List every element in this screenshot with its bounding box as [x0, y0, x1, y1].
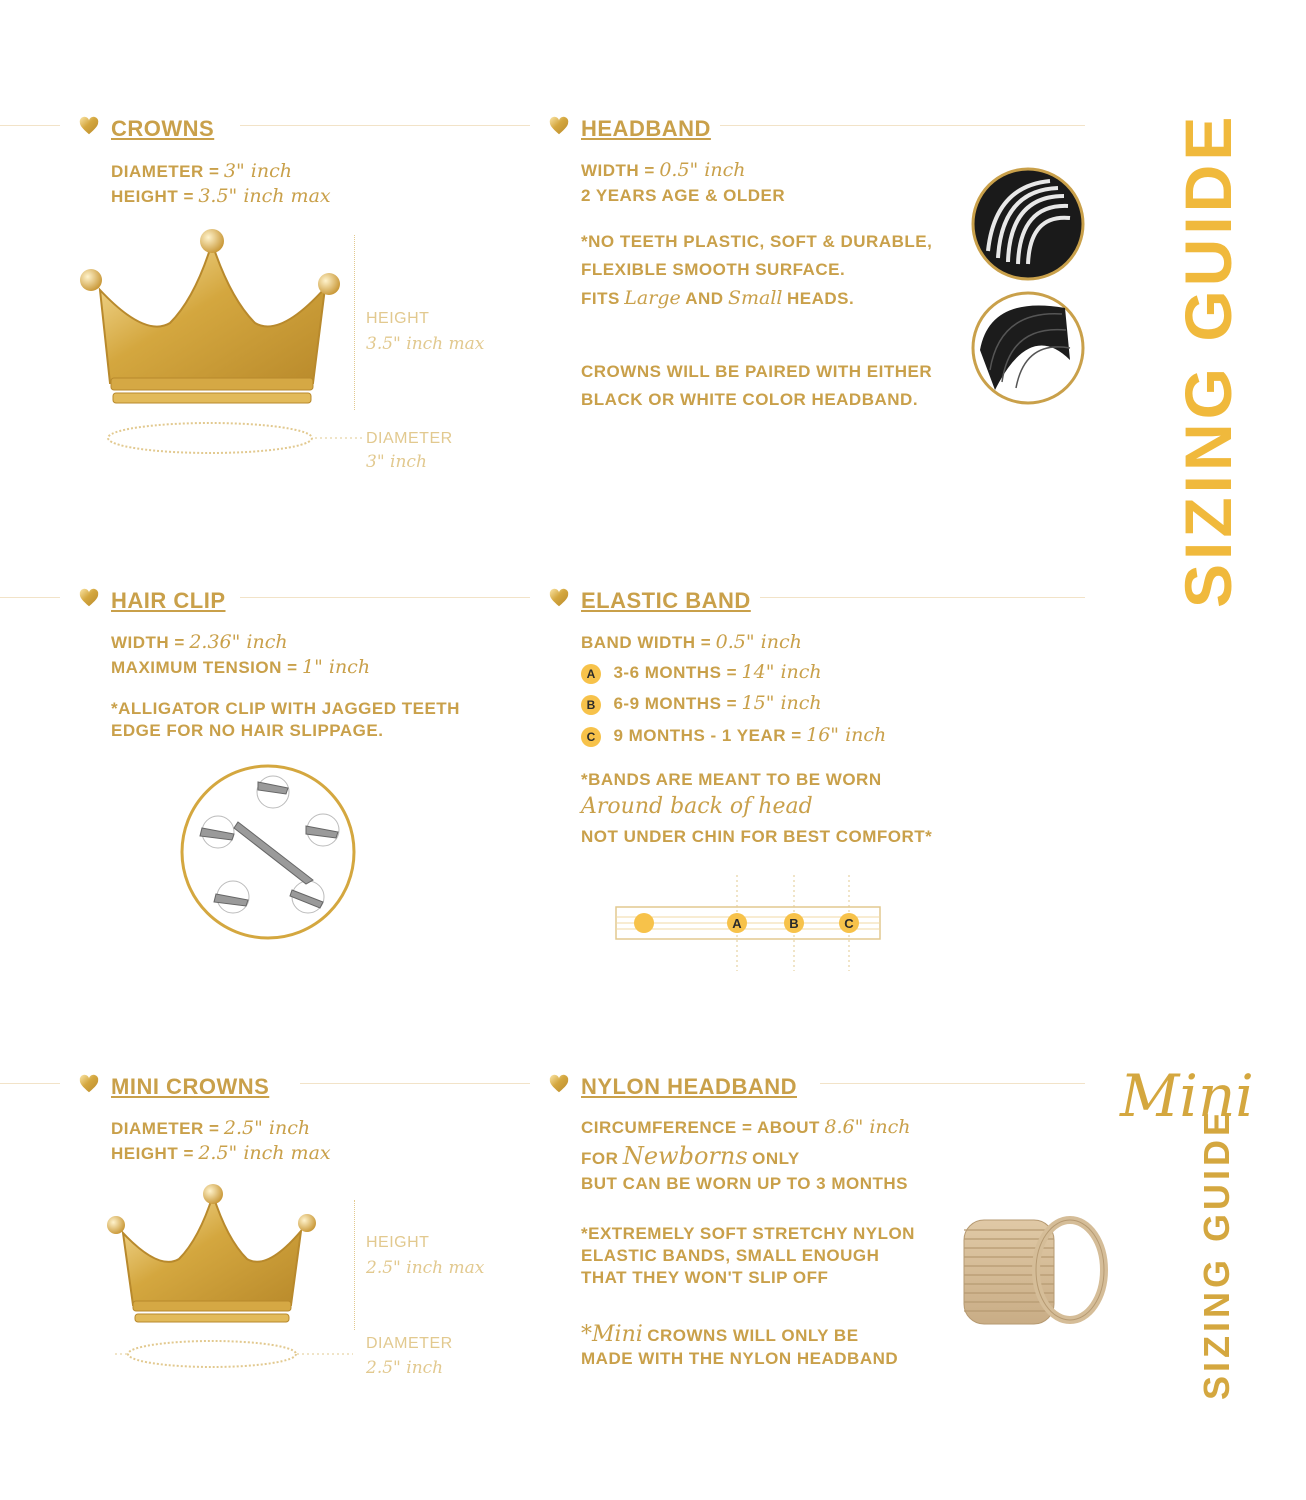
crowns-diameter-value: 3" inch [223, 160, 292, 182]
nylon-headband-image [958, 1212, 1110, 1332]
size-badge-c: C [581, 727, 601, 747]
mini-diagram-height-label: HEIGHT [366, 1234, 430, 1251]
fits-small: Small [727, 287, 783, 309]
mini-diagram-diameter-value: 2.5" inch [366, 1358, 444, 1378]
headband-note-line1: *NO TEETH PLASTIC, SOFT & DURABLE, [581, 232, 933, 251]
fits-large: Large [624, 287, 681, 309]
hair-clip-note-line2: EDGE FOR NO HAIR SLIPPAGE. [111, 721, 384, 740]
nylon-note-line1: *EXTREMELY SOFT STRETCHY NYLON [581, 1224, 915, 1243]
nylon-for-prefix: FOR [581, 1149, 619, 1168]
mini-diameter-value: 2.5" inch [223, 1117, 311, 1139]
fits-prefix: FITS [581, 289, 620, 308]
elastic-band-title: ELASTIC BAND [581, 588, 751, 613]
nylon-worn-line: BUT CAN BE WORN UP TO 3 MONTHS [581, 1174, 908, 1193]
fits-suffix: HEADS. [786, 289, 855, 308]
size-b-label: 6-9 MONTHS = [613, 694, 738, 713]
elastic-note-script: Around back of head [581, 794, 813, 819]
black-headband-image [970, 290, 1086, 406]
nylon-mini-line2: MADE WITH THE NYLON HEADBAND [581, 1349, 899, 1368]
hair-clip-image [178, 762, 358, 942]
nylon-circ-value: 8.6" inch [824, 1116, 911, 1138]
heart-icon [78, 1073, 100, 1095]
marker-a: A [732, 916, 742, 931]
heart-icon [548, 115, 570, 137]
nylon-headband-title: NYLON HEADBAND [581, 1074, 797, 1099]
band-width-label: BAND WIDTH = [581, 633, 712, 652]
crowns-diagram-height-value: 3.5" inch max [366, 334, 485, 354]
size-a-value: 14" inch [741, 661, 822, 683]
headband-width-value: 0.5" inch [659, 159, 746, 181]
headband-title: HEADBAND [581, 116, 711, 141]
crowns-height-label: HEIGHT = [111, 187, 194, 206]
hair-clip-note-line1: *ALLIGATOR CLIP WITH JAGGED TEETH [111, 699, 460, 718]
heart-icon [548, 1073, 570, 1095]
mini-diagram-diameter-label: DIAMETER [366, 1335, 453, 1352]
size-a-label: 3-6 MONTHS = [613, 663, 738, 682]
mini-height-value: 2.5" inch max [198, 1142, 331, 1164]
fits-and: AND [685, 289, 724, 308]
elastic-band-diagram [612, 875, 887, 971]
size-badge-a: A [581, 664, 601, 684]
mini-diagram-height-value: 2.5" inch max [366, 1258, 485, 1278]
elastic-note-line3: NOT UNDER CHIN FOR BEST COMFORT* [581, 827, 933, 846]
mini-crown-image [103, 1183, 321, 1333]
nylon-note-line2: ELASTIC BANDS, SMALL ENOUGH [581, 1246, 880, 1265]
headband-age: 2 YEARS AGE & OLDER [581, 186, 786, 205]
crowns-diameter-label: DIAMETER = [111, 162, 220, 181]
band-width-value: 0.5" inch [715, 631, 802, 653]
heart-icon [78, 587, 100, 609]
headband-note-line2: FLEXIBLE SMOOTH SURFACE. [581, 260, 846, 279]
elastic-note-line1: *BANDS ARE MEANT TO BE WORN [581, 770, 882, 789]
headband-width-label: WIDTH = [581, 161, 655, 180]
hair-clip-width-value: 2.36" inch [189, 631, 288, 653]
crown-image [75, 228, 345, 413]
marker-b: B [789, 916, 799, 931]
crowns-diagram-height-label: HEIGHT [366, 310, 430, 327]
size-b-value: 15" inch [741, 692, 822, 714]
headband-pair-line2: BLACK OR WHITE COLOR HEADBAND. [581, 390, 919, 409]
crowns-height-value: 3.5" inch max [198, 185, 331, 207]
size-c-value: 16" inch [806, 724, 887, 746]
hair-clip-tension-value: 1" inch [302, 656, 371, 678]
white-headband-image [970, 166, 1086, 282]
nylon-for-script: Newborns [622, 1142, 748, 1170]
headband-pair-line1: CROWNS WILL BE PAIRED WITH EITHER [581, 362, 933, 381]
mini-diameter-label: DIAMETER = [111, 1119, 220, 1138]
mini-crown-diameter-ellipse [115, 1338, 355, 1370]
crowns-title: CROWNS [111, 116, 215, 141]
nylon-for-suffix: ONLY [752, 1149, 800, 1168]
nylon-mini-script: *Mini [581, 1322, 643, 1347]
heart-icon [78, 115, 100, 137]
mini-script-title: Mini [1120, 1062, 1254, 1130]
crown-diameter-ellipse [105, 420, 365, 456]
crowns-diagram-diameter-label: DIAMETER [366, 430, 453, 447]
mini-crowns-title: MINI CROWNS [111, 1074, 270, 1099]
heart-icon [548, 587, 570, 609]
nylon-mini-line1: CROWNS WILL ONLY BE [647, 1326, 859, 1345]
mini-height-label: HEIGHT = [111, 1144, 194, 1163]
hair-clip-width-label: WIDTH = [111, 633, 185, 652]
mini-sizing-guide-title: SIZING GUIDE [1196, 1107, 1237, 1400]
sizing-guide-title: SIZING GUIDE [1171, 112, 1245, 608]
marker-c: C [844, 916, 854, 931]
size-badge-b: B [581, 695, 601, 715]
size-c-label: 9 MONTHS - 1 YEAR = [613, 726, 802, 745]
nylon-note-line3: THAT THEY WON'T SLIP OFF [581, 1268, 829, 1287]
hair-clip-title: HAIR CLIP [111, 588, 226, 613]
hair-clip-tension-label: MAXIMUM TENSION = [111, 658, 298, 677]
nylon-circ-label: CIRCUMFERENCE = ABOUT [581, 1118, 820, 1137]
crowns-diagram-diameter-value: 3" inch [366, 452, 427, 472]
